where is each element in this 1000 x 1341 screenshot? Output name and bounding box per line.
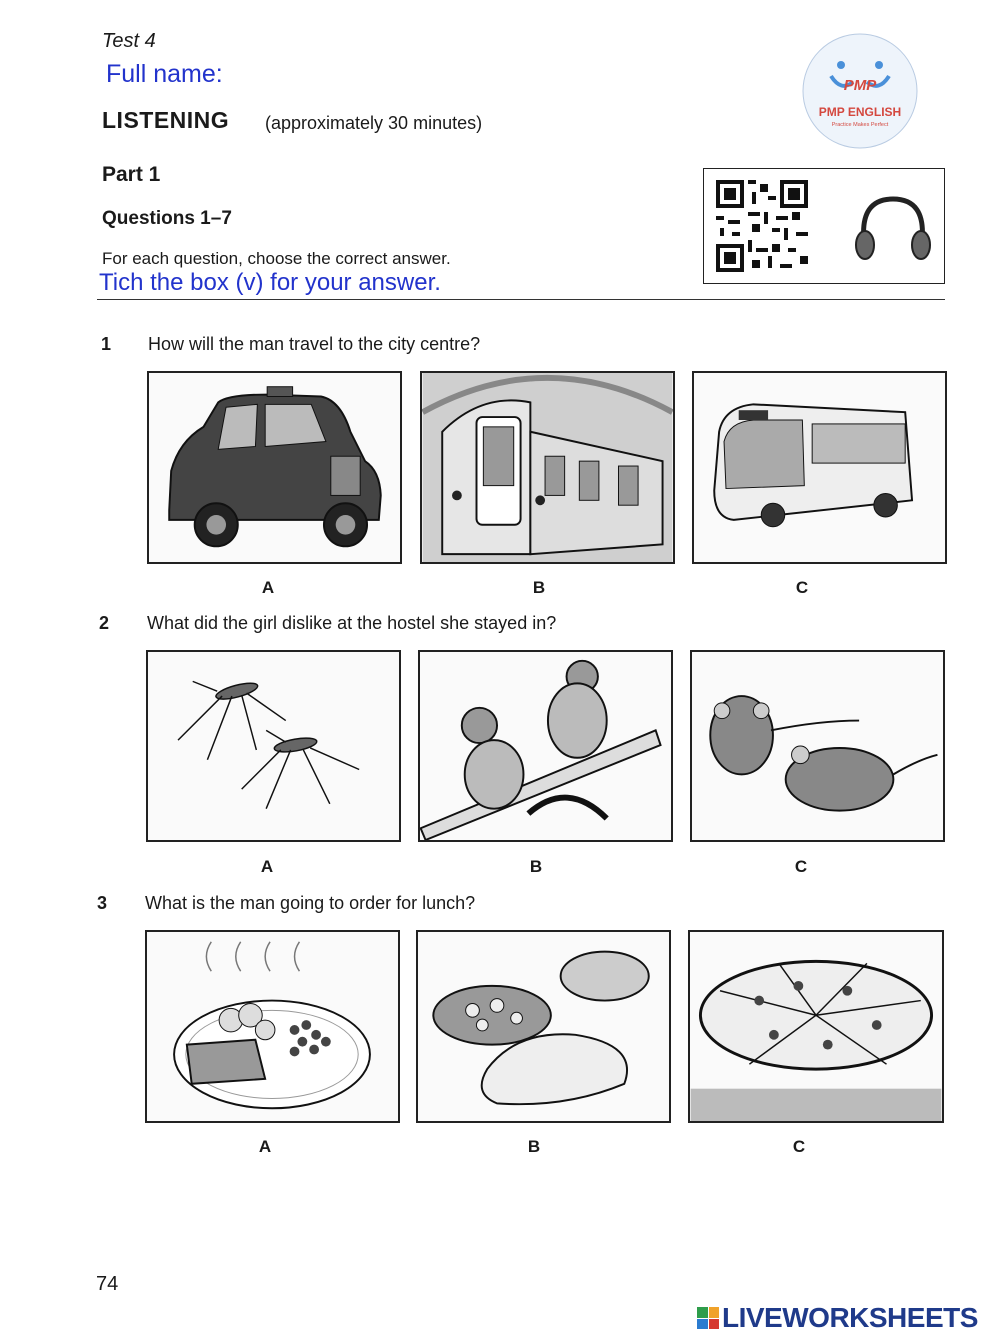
section-title: LISTENING (102, 107, 230, 133)
questions-range: Questions 1–7 (102, 208, 232, 229)
question-1-number: 1 (101, 334, 112, 354)
q1-option-c-image[interactable] (692, 371, 947, 564)
header-divider (97, 299, 945, 300)
question-2-number: 2 (99, 613, 110, 633)
q1-option-b-image[interactable] (420, 371, 675, 564)
tick-instruction: Tich the box (v) for your answer. (99, 269, 441, 296)
instruction-text: For each question, choose the correct answer. (102, 249, 451, 268)
q2-option-b-label: B (529, 857, 543, 876)
liveworksheets-logo-icon (697, 1307, 719, 1329)
taxi-icon (149, 373, 400, 562)
question-1-text: How will the man travel to the city centre? (148, 334, 481, 354)
q3-option-b-label: B (527, 1137, 541, 1156)
question-2-text: What did the girl dislike at the hostel she stayed in? (147, 613, 557, 633)
headphones-icon (850, 193, 936, 263)
part-label: Part 1 (102, 163, 161, 186)
q1-option-a-label: A (261, 578, 275, 597)
q1-option-c-label: C (795, 578, 809, 597)
q3-option-c-image[interactable] (688, 930, 944, 1123)
q1-option-b-label: B (532, 578, 546, 597)
audio-box (703, 168, 945, 284)
monkeys-icon (420, 652, 671, 840)
question-3-text: What is the man going to order for lunch? (145, 893, 476, 913)
q1-option-a-image[interactable] (147, 371, 402, 564)
q3-option-a-label: A (258, 1137, 272, 1156)
q2-option-a-label: A (260, 857, 274, 876)
brand-text: LIVEWORKSHEETS (722, 1302, 978, 1333)
page-number: 74 (96, 1273, 119, 1295)
test-label: Test 4 (102, 30, 156, 52)
q3-option-a-image[interactable] (145, 930, 400, 1123)
q2-option-b-image[interactable] (418, 650, 673, 842)
q2-option-c-label: C (794, 857, 808, 876)
pizza-icon (690, 932, 942, 1121)
logo-line1: PMP ENGLISH (818, 105, 902, 119)
qr-code-icon (716, 180, 808, 272)
q2-option-a-image[interactable] (146, 650, 401, 842)
full-name-label: Full name: (106, 60, 223, 88)
logo-mark: PMP (843, 77, 877, 94)
q3-option-c-label: C (792, 1137, 806, 1156)
bus-icon (694, 373, 945, 562)
logo-line2: Practice Makes Perfect (831, 122, 889, 128)
mice-icon (692, 652, 943, 840)
fish-plate-icon (147, 932, 398, 1121)
section-duration: (approximately 30 minutes) (265, 113, 483, 133)
q2-option-c-image[interactable] (690, 650, 945, 842)
underground-train-icon (422, 373, 673, 562)
pmp-english-logo (801, 32, 919, 150)
liveworksheets-brand[interactable] (697, 1303, 978, 1333)
curry-naan-icon (418, 932, 669, 1121)
mosquitoes-icon (148, 652, 399, 840)
question-3-number: 3 (97, 893, 108, 913)
q3-option-b-image[interactable] (416, 930, 671, 1123)
